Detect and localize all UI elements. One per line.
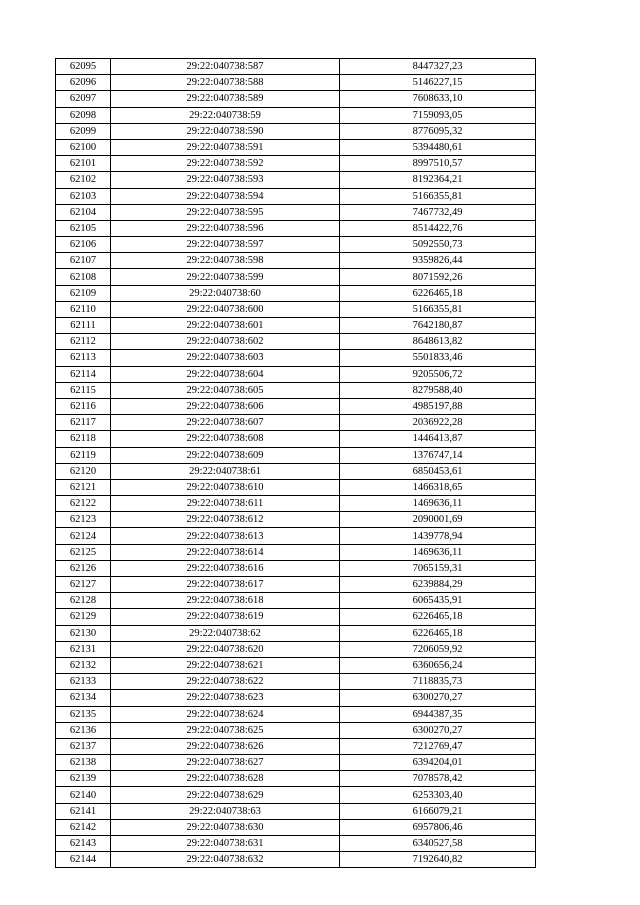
cadastral-number-cell: 29:22:040738:606 xyxy=(111,398,340,414)
cadastral-number-cell: 29:22:040738:622 xyxy=(111,674,340,690)
value-cell: 1439778,94 xyxy=(340,528,536,544)
value-cell: 1446413,87 xyxy=(340,431,536,447)
cadastral-number-cell: 29:22:040738:617 xyxy=(111,577,340,593)
row-number-cell: 62111 xyxy=(56,318,111,334)
table-row xyxy=(56,188,536,204)
row-number-cell: 62095 xyxy=(56,59,111,75)
value-cell: 8776095,32 xyxy=(340,123,536,139)
table-row xyxy=(56,269,536,285)
value-cell: 6360656,24 xyxy=(340,657,536,673)
value-cell: 2036922,28 xyxy=(340,415,536,431)
table-row xyxy=(56,722,536,738)
cadastral-number-cell: 29:22:040738:597 xyxy=(111,237,340,253)
table-row xyxy=(56,253,536,269)
row-number-cell: 62139 xyxy=(56,771,111,787)
cadastral-number-cell: 29:22:040738:625 xyxy=(111,722,340,738)
value-cell: 6239884,29 xyxy=(340,577,536,593)
cadastral-number-cell: 29:22:040738:632 xyxy=(111,852,340,868)
table-row xyxy=(56,479,536,495)
value-cell: 6226465,18 xyxy=(340,625,536,641)
data-table xyxy=(55,58,536,868)
row-number-cell: 62142 xyxy=(56,819,111,835)
value-cell: 5394480,61 xyxy=(340,139,536,155)
row-number-cell: 62098 xyxy=(56,107,111,123)
cadastral-number-cell: 29:22:040738:602 xyxy=(111,334,340,350)
row-number-cell: 62099 xyxy=(56,123,111,139)
cadastral-number-cell: 29:22:040738:593 xyxy=(111,172,340,188)
value-cell: 6300270,27 xyxy=(340,690,536,706)
row-number-cell: 62110 xyxy=(56,301,111,317)
row-number-cell: 62133 xyxy=(56,674,111,690)
cadastral-number-cell: 29:22:040738:613 xyxy=(111,528,340,544)
table-row xyxy=(56,447,536,463)
value-cell: 8279588,40 xyxy=(340,382,536,398)
table-row xyxy=(56,220,536,236)
value-cell: 6226465,18 xyxy=(340,609,536,625)
value-cell: 1376747,14 xyxy=(340,447,536,463)
cadastral-number-cell: 29:22:040738:605 xyxy=(111,382,340,398)
value-cell: 7206059,92 xyxy=(340,641,536,657)
cadastral-number-cell: 29:22:040738:631 xyxy=(111,836,340,852)
table-row xyxy=(56,609,536,625)
cadastral-number-cell: 29:22:040738:611 xyxy=(111,496,340,512)
table-row xyxy=(56,123,536,139)
cadastral-number-cell: 29:22:040738:594 xyxy=(111,188,340,204)
cadastral-number-cell: 29:22:040738:610 xyxy=(111,479,340,495)
cadastral-number-cell: 29:22:040738:624 xyxy=(111,706,340,722)
cadastral-number-cell: 29:22:040738:630 xyxy=(111,819,340,835)
cadastral-number-cell: 29:22:040738:596 xyxy=(111,220,340,236)
table-row xyxy=(56,836,536,852)
cadastral-number-cell: 29:22:040738:598 xyxy=(111,253,340,269)
row-number-cell: 62144 xyxy=(56,852,111,868)
table-row xyxy=(56,690,536,706)
row-number-cell: 62114 xyxy=(56,366,111,382)
cadastral-number-cell: 29:22:040738:627 xyxy=(111,755,340,771)
cadastral-number-cell: 29:22:040738:599 xyxy=(111,269,340,285)
value-cell: 4985197,88 xyxy=(340,398,536,414)
cadastral-number-cell: 29:22:040738:587 xyxy=(111,59,340,75)
table-row xyxy=(56,706,536,722)
row-number-cell: 62113 xyxy=(56,350,111,366)
row-number-cell: 62115 xyxy=(56,382,111,398)
table-row xyxy=(56,91,536,107)
table-row xyxy=(56,512,536,528)
cadastral-number-cell: 29:22:040738:592 xyxy=(111,156,340,172)
table-row xyxy=(56,139,536,155)
row-number-cell: 62143 xyxy=(56,836,111,852)
row-number-cell: 62120 xyxy=(56,463,111,479)
table-row xyxy=(56,415,536,431)
row-number-cell: 62125 xyxy=(56,544,111,560)
row-number-cell: 62117 xyxy=(56,415,111,431)
cadastral-number-cell: 29:22:040738:609 xyxy=(111,447,340,463)
table-row xyxy=(56,398,536,414)
value-cell: 2090001,69 xyxy=(340,512,536,528)
value-cell: 8997510,57 xyxy=(340,156,536,172)
cadastral-number-cell: 29:22:040738:604 xyxy=(111,366,340,382)
table-row xyxy=(56,528,536,544)
row-number-cell: 62101 xyxy=(56,156,111,172)
row-number-cell: 62106 xyxy=(56,237,111,253)
table-row xyxy=(56,431,536,447)
row-number-cell: 62122 xyxy=(56,496,111,512)
row-number-cell: 62118 xyxy=(56,431,111,447)
table-row xyxy=(56,738,536,754)
cadastral-number-cell: 29:22:040738:59 xyxy=(111,107,340,123)
value-cell: 8192364,21 xyxy=(340,172,536,188)
value-cell: 7212769,47 xyxy=(340,738,536,754)
row-number-cell: 62128 xyxy=(56,593,111,609)
cadastral-number-cell: 29:22:040738:595 xyxy=(111,204,340,220)
table-row xyxy=(56,625,536,641)
value-cell: 5501833,46 xyxy=(340,350,536,366)
cadastral-number-cell: 29:22:040738:590 xyxy=(111,123,340,139)
cadastral-number-cell: 29:22:040738:620 xyxy=(111,641,340,657)
table-row xyxy=(56,544,536,560)
row-number-cell: 62135 xyxy=(56,706,111,722)
value-cell: 5146227,15 xyxy=(340,75,536,91)
value-cell: 1469636,11 xyxy=(340,544,536,560)
cadastral-number-cell: 29:22:040738:621 xyxy=(111,657,340,673)
value-cell: 7159093,05 xyxy=(340,107,536,123)
row-number-cell: 62137 xyxy=(56,738,111,754)
table-row xyxy=(56,350,536,366)
table-row xyxy=(56,657,536,673)
row-number-cell: 62126 xyxy=(56,560,111,576)
cadastral-number-cell: 29:22:040738:612 xyxy=(111,512,340,528)
value-cell: 5092550,73 xyxy=(340,237,536,253)
value-cell: 6253303,40 xyxy=(340,787,536,803)
row-number-cell: 62102 xyxy=(56,172,111,188)
table-row xyxy=(56,593,536,609)
value-cell: 6226465,18 xyxy=(340,285,536,301)
table-row xyxy=(56,172,536,188)
row-number-cell: 62100 xyxy=(56,139,111,155)
row-number-cell: 62127 xyxy=(56,577,111,593)
cadastral-number-cell: 29:22:040738:61 xyxy=(111,463,340,479)
table-row xyxy=(56,382,536,398)
table-row xyxy=(56,852,536,868)
table-body xyxy=(56,59,536,868)
value-cell: 7608633,10 xyxy=(340,91,536,107)
cadastral-number-cell: 29:22:040738:63 xyxy=(111,803,340,819)
value-cell: 9359826,44 xyxy=(340,253,536,269)
row-number-cell: 62124 xyxy=(56,528,111,544)
row-number-cell: 62138 xyxy=(56,755,111,771)
value-cell: 7467732,49 xyxy=(340,204,536,220)
row-number-cell: 62107 xyxy=(56,253,111,269)
row-number-cell: 62131 xyxy=(56,641,111,657)
value-cell: 8071592,26 xyxy=(340,269,536,285)
cadastral-number-cell: 29:22:040738:626 xyxy=(111,738,340,754)
cadastral-number-cell: 29:22:040738:614 xyxy=(111,544,340,560)
value-cell: 6300270,27 xyxy=(340,722,536,738)
table-row xyxy=(56,819,536,835)
table-row xyxy=(56,59,536,75)
value-cell: 8514422,76 xyxy=(340,220,536,236)
table-row xyxy=(56,771,536,787)
value-cell: 6166079,21 xyxy=(340,803,536,819)
table-row xyxy=(56,156,536,172)
cadastral-number-cell: 29:22:040738:618 xyxy=(111,593,340,609)
row-number-cell: 62119 xyxy=(56,447,111,463)
value-cell: 8447327,23 xyxy=(340,59,536,75)
row-number-cell: 62112 xyxy=(56,334,111,350)
row-number-cell: 62132 xyxy=(56,657,111,673)
cadastral-number-cell: 29:22:040738:607 xyxy=(111,415,340,431)
cadastral-number-cell: 29:22:040738:591 xyxy=(111,139,340,155)
value-cell: 8648613,82 xyxy=(340,334,536,350)
value-cell: 1466318,65 xyxy=(340,479,536,495)
table-row xyxy=(56,577,536,593)
table-row xyxy=(56,204,536,220)
value-cell: 5166355,81 xyxy=(340,188,536,204)
value-cell: 6957806,46 xyxy=(340,819,536,835)
table-row xyxy=(56,755,536,771)
value-cell: 1469636,11 xyxy=(340,496,536,512)
row-number-cell: 62136 xyxy=(56,722,111,738)
row-number-cell: 62109 xyxy=(56,285,111,301)
table-row xyxy=(56,674,536,690)
table-row xyxy=(56,237,536,253)
value-cell: 7192640,82 xyxy=(340,852,536,868)
value-cell: 7118835,73 xyxy=(340,674,536,690)
row-number-cell: 62140 xyxy=(56,787,111,803)
row-number-cell: 62121 xyxy=(56,479,111,495)
table-row xyxy=(56,318,536,334)
row-number-cell: 62096 xyxy=(56,75,111,91)
row-number-cell: 62129 xyxy=(56,609,111,625)
table-row xyxy=(56,334,536,350)
value-cell: 6394204,01 xyxy=(340,755,536,771)
table-row xyxy=(56,560,536,576)
value-cell: 5166355,81 xyxy=(340,301,536,317)
row-number-cell: 62104 xyxy=(56,204,111,220)
row-number-cell: 62141 xyxy=(56,803,111,819)
cadastral-number-cell: 29:22:040738:589 xyxy=(111,91,340,107)
table-row xyxy=(56,787,536,803)
row-number-cell: 62116 xyxy=(56,398,111,414)
cadastral-number-cell: 29:22:040738:616 xyxy=(111,560,340,576)
cadastral-number-cell: 29:22:040738:60 xyxy=(111,285,340,301)
table-row xyxy=(56,107,536,123)
cadastral-number-cell: 29:22:040738:588 xyxy=(111,75,340,91)
value-cell: 7065159,31 xyxy=(340,560,536,576)
table-row xyxy=(56,803,536,819)
value-cell: 6850453,61 xyxy=(340,463,536,479)
table-row xyxy=(56,641,536,657)
row-number-cell: 62097 xyxy=(56,91,111,107)
row-number-cell: 62103 xyxy=(56,188,111,204)
table-row xyxy=(56,463,536,479)
cadastral-number-cell: 29:22:040738:608 xyxy=(111,431,340,447)
cadastral-number-cell: 29:22:040738:619 xyxy=(111,609,340,625)
cadastral-number-cell: 29:22:040738:600 xyxy=(111,301,340,317)
table-row xyxy=(56,75,536,91)
value-cell: 9205506,72 xyxy=(340,366,536,382)
row-number-cell: 62105 xyxy=(56,220,111,236)
cadastral-number-cell: 29:22:040738:601 xyxy=(111,318,340,334)
value-cell: 6065435,91 xyxy=(340,593,536,609)
table-row xyxy=(56,366,536,382)
value-cell: 6944387,35 xyxy=(340,706,536,722)
value-cell: 7078578,42 xyxy=(340,771,536,787)
cadastral-number-cell: 29:22:040738:62 xyxy=(111,625,340,641)
row-number-cell: 62134 xyxy=(56,690,111,706)
value-cell: 7642180,87 xyxy=(340,318,536,334)
cadastral-number-cell: 29:22:040738:628 xyxy=(111,771,340,787)
row-number-cell: 62130 xyxy=(56,625,111,641)
cadastral-number-cell: 29:22:040738:603 xyxy=(111,350,340,366)
cadastral-number-cell: 29:22:040738:629 xyxy=(111,787,340,803)
table-row xyxy=(56,301,536,317)
row-number-cell: 62123 xyxy=(56,512,111,528)
value-cell: 6340527,58 xyxy=(340,836,536,852)
cadastral-number-cell: 29:22:040738:623 xyxy=(111,690,340,706)
table-row xyxy=(56,496,536,512)
table-row xyxy=(56,285,536,301)
row-number-cell: 62108 xyxy=(56,269,111,285)
